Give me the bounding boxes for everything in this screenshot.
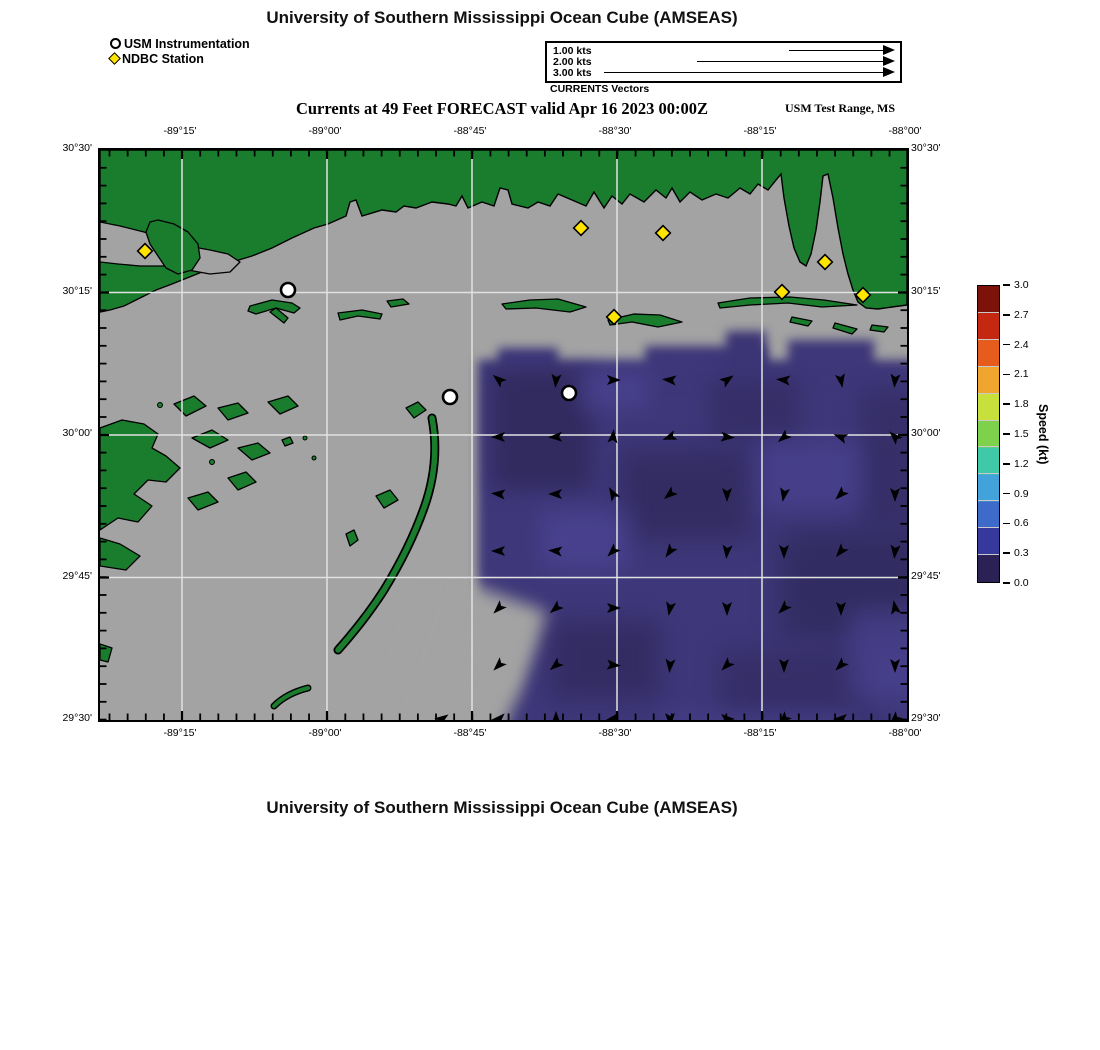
arc-islet	[406, 402, 426, 418]
colorbar-tick-label: 1.2	[1014, 457, 1029, 470]
colorbar-tick-label: 2.4	[1014, 338, 1029, 351]
small-island	[870, 325, 888, 332]
x-tick-label-bottom: -88°45'	[453, 727, 487, 739]
current-vector-arrow	[547, 600, 564, 617]
y-tick-label-left: 30°00'	[62, 427, 92, 439]
arrow-head-icon	[883, 67, 895, 77]
region-label: USM Test Range, MS	[784, 101, 895, 115]
colorbar-tick	[1003, 284, 1010, 286]
marsh-islet	[218, 403, 248, 420]
colorbar-segment-line	[978, 366, 999, 367]
current-vector-arrow	[779, 659, 789, 673]
figure-title-bottom: University of Southern Mississippi Ocean Cube (AMSEAS)	[266, 798, 738, 817]
usm-instrumentation-marker	[562, 386, 576, 400]
current-vector-arrow	[886, 428, 903, 445]
colorbar-tick-label: 2.7	[1014, 308, 1029, 321]
vector-scale-value: 3.00 kts	[553, 66, 592, 79]
current-vector-arrow	[889, 599, 901, 615]
current-vector-arrow	[490, 657, 507, 674]
arrow-head-icon	[883, 45, 895, 55]
marsh-islet	[228, 472, 256, 490]
current-vector-arrow	[491, 432, 505, 442]
colorbar-tick	[1003, 403, 1010, 405]
current-vector-arrow	[890, 659, 900, 673]
colorbar-segment-line	[978, 339, 999, 340]
colorbar-tick	[1003, 523, 1010, 525]
legend-label: USM Instrumentation	[124, 36, 250, 51]
current-vector-arrow	[832, 430, 849, 444]
x-tick-label-bottom: -89°15'	[163, 727, 197, 739]
y-tick-label-right: 30°15'	[911, 284, 941, 297]
current-vector-arrow	[607, 603, 621, 613]
marsh-dot	[312, 456, 316, 460]
colorbar-tick	[1003, 463, 1010, 465]
x-tick-label-top: -89°00'	[308, 125, 342, 137]
current-vector-arrow	[775, 600, 792, 617]
ship-island	[338, 310, 382, 320]
marsh-piece	[100, 538, 140, 570]
current-vector-arrow	[890, 488, 900, 502]
current-vector-arrow	[604, 543, 621, 560]
ndbc-station-marker	[656, 226, 671, 241]
marsh-islet	[174, 396, 206, 416]
current-vector-arrow	[547, 657, 564, 674]
colorbar-segment-line	[978, 554, 999, 555]
colorbar-segment-line	[978, 527, 999, 528]
vector-scale-shaft	[697, 61, 884, 62]
current-vector-arrow	[490, 600, 507, 617]
colorbar-tick	[1003, 433, 1010, 435]
current-vector-arrow	[832, 486, 849, 503]
usm-instrumentation-marker	[281, 283, 295, 297]
current-vector-arrow	[605, 485, 621, 502]
x-tick-label-bottom: -88°30'	[598, 727, 632, 739]
current-vector-arrow	[661, 543, 677, 560]
colorbar-tick-label: 0.9	[1014, 487, 1029, 500]
current-vector-arrow	[490, 371, 507, 388]
colorbar-segment-line	[978, 312, 999, 313]
current-vector-arrow	[662, 374, 677, 385]
vector-scale-shaft	[604, 72, 884, 73]
colorbar-tick-label: 2.1	[1014, 368, 1029, 381]
current-vector-arrow	[607, 375, 621, 385]
x-tick-label-top: -89°15'	[163, 125, 197, 137]
horn-island	[502, 299, 586, 312]
current-vector-arrow	[661, 486, 678, 503]
current-vector-arrow	[548, 432, 562, 442]
legend-row-1	[110, 36, 250, 51]
marsh-islet	[192, 430, 228, 448]
y-tick-label-left: 30°30'	[62, 142, 92, 154]
colorbar-segment-line	[978, 420, 999, 421]
current-vector-arrow	[832, 657, 849, 674]
diamond-icon	[108, 52, 121, 65]
y-tick-label-left: 30°15'	[62, 284, 92, 297]
colorbar-tick-label: 0.6	[1014, 517, 1029, 530]
current-vector-arrow	[664, 659, 675, 674]
x-tick-label-top: -88°15'	[743, 125, 777, 137]
current-vector-arrow	[889, 374, 900, 389]
y-tick-label-right: 30°30'	[911, 142, 941, 154]
vector-scale-caption: CURRENTS Vectors	[550, 83, 650, 95]
small-island	[387, 299, 409, 307]
marsh-dot	[158, 403, 163, 408]
figure-title: University of Southern Mississippi Ocean Cube (AMSEAS)	[266, 8, 738, 27]
dauphin-island	[718, 297, 857, 308]
current-vector-arrow	[779, 545, 789, 559]
vector-scale-row-1	[551, 45, 896, 56]
current-vector-arrow	[719, 371, 736, 387]
usm-instrumentation-marker	[443, 390, 457, 404]
circle-icon	[110, 38, 121, 49]
marsh-islet	[268, 396, 298, 414]
current-vector-arrow	[607, 659, 622, 670]
colorbar-axis-label: Speed (kt)	[1036, 403, 1050, 465]
map-canvas	[98, 148, 909, 722]
colorbar-tick	[1003, 374, 1010, 376]
arc-islet	[346, 530, 358, 546]
current-vector-arrow	[886, 711, 903, 720]
ndbc-station-marker	[574, 221, 589, 236]
ndbc-station-marker	[818, 255, 833, 270]
colorbar-tick-label: 1.5	[1014, 428, 1029, 440]
colorbar-tick-label: 0.0	[1014, 577, 1029, 589]
y-tick-label-left: 29°45'	[62, 569, 92, 582]
colorbar-tick	[1003, 314, 1010, 316]
current-vector-arrow	[775, 711, 792, 720]
current-vector-arrow	[664, 601, 676, 617]
vector-scale-box	[545, 41, 902, 83]
x-tick-label-bottom: -88°15'	[743, 727, 777, 739]
x-tick-label-bottom: -89°00'	[308, 727, 342, 739]
current-vector-arrow	[661, 430, 678, 444]
current-vector-arrow	[778, 487, 790, 503]
marsh-islet	[188, 492, 218, 510]
colorbar-segment-line	[978, 446, 999, 447]
current-vector-arrow	[721, 545, 732, 560]
colorbar-tick	[1003, 582, 1010, 584]
marsh-piece	[100, 644, 112, 662]
colorbar-segment-line	[978, 500, 999, 501]
x-tick-label-top: -88°00'	[888, 125, 922, 137]
current-vector-arrow	[775, 429, 792, 446]
colorbar-tick-label: 1.8	[1014, 398, 1029, 411]
colorbar-tick-label: 0.3	[1014, 547, 1029, 560]
marsh-islet	[238, 443, 270, 460]
current-vector-arrow	[835, 373, 847, 389]
vector-scale-row-2	[551, 56, 896, 67]
current-vector-arrow	[776, 374, 791, 385]
current-vector-arrow	[721, 714, 735, 720]
current-vector-arrow	[665, 713, 675, 720]
colorbar-tick	[1003, 552, 1010, 554]
marsh-dot	[282, 437, 293, 446]
current-vector-arrow	[491, 710, 508, 720]
arc-islet	[376, 490, 398, 508]
colorbar-tick	[1003, 344, 1010, 346]
marsh-main	[100, 420, 180, 530]
current-vector-arrow	[551, 711, 561, 720]
current-vector-arrow	[491, 488, 506, 499]
current-vector-arrow	[832, 543, 849, 560]
marker-legend	[110, 36, 250, 66]
arrow-head-icon	[883, 56, 895, 66]
colorbar-tick	[1003, 493, 1010, 495]
current-vector-arrow	[722, 488, 732, 502]
y-tick-label-right: 30°00'	[911, 427, 941, 439]
map-overlay-svg	[100, 150, 907, 720]
y-tick-label-right: 29°45'	[911, 569, 941, 582]
colorbar	[977, 285, 1000, 583]
current-vector-arrow	[548, 489, 562, 499]
y-tick-label-left: 29°30'	[62, 712, 92, 724]
vector-scale-shaft	[789, 50, 884, 51]
forecast-subtitle: Currents at 49 Feet FORECAST valid Apr 16 2023 00:00Z	[295, 99, 709, 118]
marsh-dot	[210, 460, 215, 465]
current-vector-arrow	[836, 602, 846, 616]
current-vector-arrow	[550, 374, 561, 389]
current-vector-arrow	[889, 545, 900, 560]
legend-label: NDBC Station	[122, 51, 204, 66]
colorbar-segment-line	[978, 393, 999, 394]
x-tick-label-top: -88°45'	[453, 125, 487, 137]
vector-scale-row-3	[551, 67, 896, 78]
marsh-dot	[303, 436, 307, 440]
legend-row-2	[110, 51, 250, 66]
current-vector-arrow	[491, 546, 505, 556]
current-vector-arrow	[722, 602, 732, 616]
small-island	[833, 323, 857, 334]
x-tick-label-bottom: -88°00'	[888, 727, 922, 739]
current-vector-arrow	[718, 657, 735, 674]
colorbar-segment-line	[978, 473, 999, 474]
vector-scale-value: 2.00 kts	[553, 55, 592, 68]
small-island	[790, 317, 812, 326]
colorbar-tick-label: 3.0	[1014, 279, 1029, 291]
current-vector-arrow	[721, 431, 736, 442]
current-vector-arrow	[548, 545, 563, 556]
vector-scale-value: 1.00 kts	[553, 45, 592, 57]
y-tick-label-right: 29°30'	[911, 712, 941, 724]
x-tick-label-top: -88°30'	[598, 125, 632, 137]
